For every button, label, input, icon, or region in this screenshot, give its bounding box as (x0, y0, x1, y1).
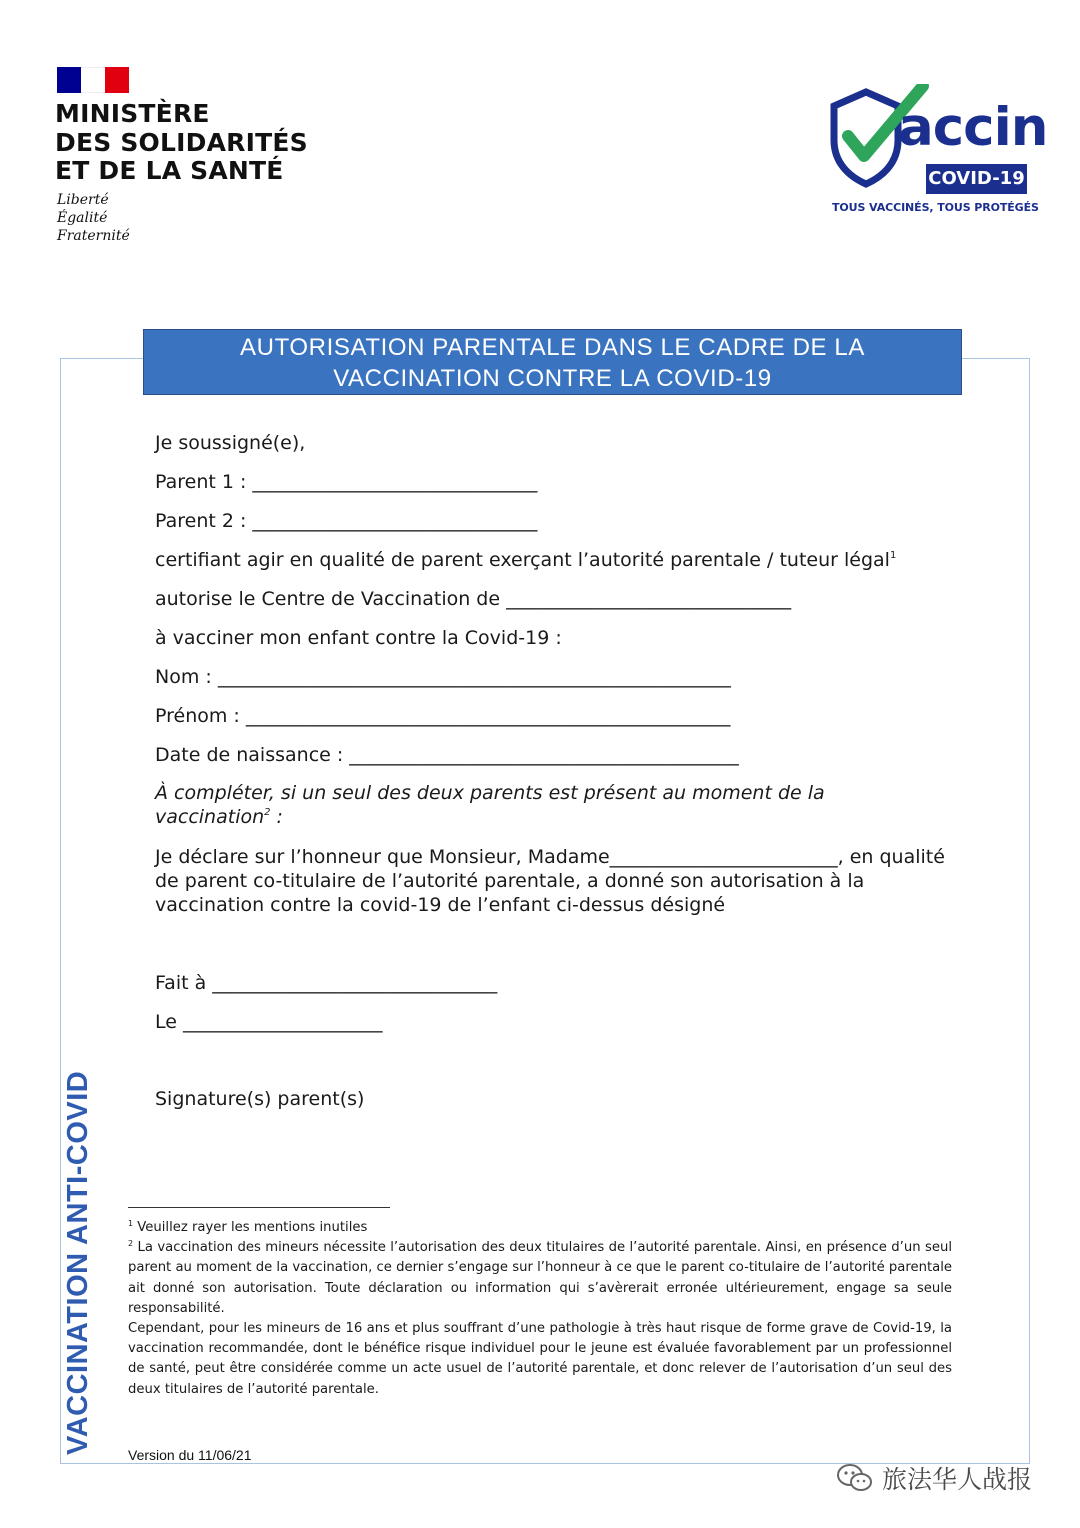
title-banner (143, 329, 962, 395)
nom-field: Nom : ______________________________________________________ (155, 666, 731, 688)
complete-colon: : (270, 806, 283, 828)
footnote-2 (128, 1238, 952, 1319)
centre-field: autorise le Centre de Vaccination de ______________________________ (155, 588, 792, 610)
title-line-1: AUTORISATION PARENTALE DANS LE CADRE DE LA (240, 334, 865, 361)
version-text: Version du 11/06/21 (128, 1447, 252, 1463)
footnote-divider (128, 1207, 390, 1208)
footnote-1-mark: 1 (128, 1219, 134, 1228)
complete-line-2 (155, 805, 955, 829)
complete-instruction (155, 781, 955, 829)
wechat-watermark (836, 1460, 1032, 1496)
vaccin-covid-logo (828, 84, 1048, 219)
motto-egalite: Égalité (57, 210, 108, 226)
footnote-1-text: Veuillez rayer les mentions inutiles (137, 1220, 368, 1235)
wechat-icon (836, 1462, 874, 1494)
watermark-text: 旅法华人战报 (882, 1465, 1033, 1494)
certify-label: certifiant agir en qualité de parent exerçant l’autorité parentale / tuteur légal (155, 549, 890, 571)
declaration-text: Je déclare sur l’honneur que Monsieur, Madame________________________, en qualité de parent co-titulaire de l’autorité parentale, a donné son autorisation à la vaccination contre la covid-19 de l’enfant ci-dessus désigné (155, 846, 945, 916)
fait-a-field: Fait à ______________________________ (155, 972, 498, 994)
french-flag-logo (57, 67, 129, 93)
footnote-ref-1: 1 (889, 550, 897, 561)
parent2-field: Parent 2 : ______________________________ (155, 510, 538, 532)
ministry-line-3: ET DE LA SANTÉ (55, 156, 284, 185)
covid-badge: COVID-19 (926, 164, 1027, 194)
prenom-field: Prénom : ___________________________________________________ (155, 705, 731, 727)
footnote-1 (128, 1218, 952, 1238)
le-date-field: Le _____________________ (155, 1011, 383, 1033)
footnote-2-text: La vaccination des mineurs nécessite l’autorisation des deux titulaires de l’autorité parentale. Ainsi, en présence d’un seul parent au moment de la vaccination, ce dernier s’engage sur l’honneur à ce que le parent co-titulaire de l’autorité parentale ait donné son autorisation. Toute déclaration ou information qui s’avèrerait erronée ultérieurement, engage sa seule responsabilité. (128, 1240, 952, 1316)
ministry-line-2: DES SOLIDARITÉS (55, 127, 308, 157)
intro-text: Je soussigné(e), (155, 432, 306, 454)
footnote-2-mark: 2 (128, 1239, 134, 1249)
republic-motto (57, 191, 130, 245)
parent1-field: Parent 1 : ______________________________ (155, 471, 538, 493)
vaccinate-text: à vacciner mon enfant contre la Covid-19 : (155, 627, 562, 649)
title-line-2: VACCINATION CONTRE LA COVID-19 (333, 365, 772, 392)
birthdate-field: Date de naissance : _________________________________________ (155, 744, 739, 766)
footnote-ref-2: 2 (264, 807, 271, 818)
footnote-3: Cependant, pour les mineurs de 16 ans et plus souffrant d’une pathologie à très haut risque de forme grave de Covid-19, la vaccination recommandée, dont le bénéfice risque individuel pour le jeune est évaluée favorablement par un professionnel de santé, peut être considérée comme un acte usuel de l’autorité parentale, et donc relever de l’autorisation d’un seul des deux titulaires de l’autorité parentale. (128, 1321, 952, 1397)
vaccin-wordmark: accin (898, 97, 1048, 158)
signature-label: Signature(s) parent(s) (155, 1088, 365, 1110)
motto-liberte: Liberté (57, 192, 109, 208)
footnotes (128, 1218, 952, 1400)
ministry-line-1: MINISTÈRE (55, 99, 210, 128)
ministry-name (55, 100, 308, 186)
complete-word: vaccination (155, 806, 265, 828)
vaccin-tagline: TOUS VACCINÉS, TOUS PROTÉGÉS (832, 201, 1039, 214)
side-label: VACCINATION ANTI-COVID (62, 1070, 94, 1455)
complete-line-1: À compléter, si un seul des deux parents est présent au moment de la (155, 782, 825, 804)
certify-text (155, 548, 896, 572)
motto-fraternite: Fraternité (57, 228, 130, 244)
